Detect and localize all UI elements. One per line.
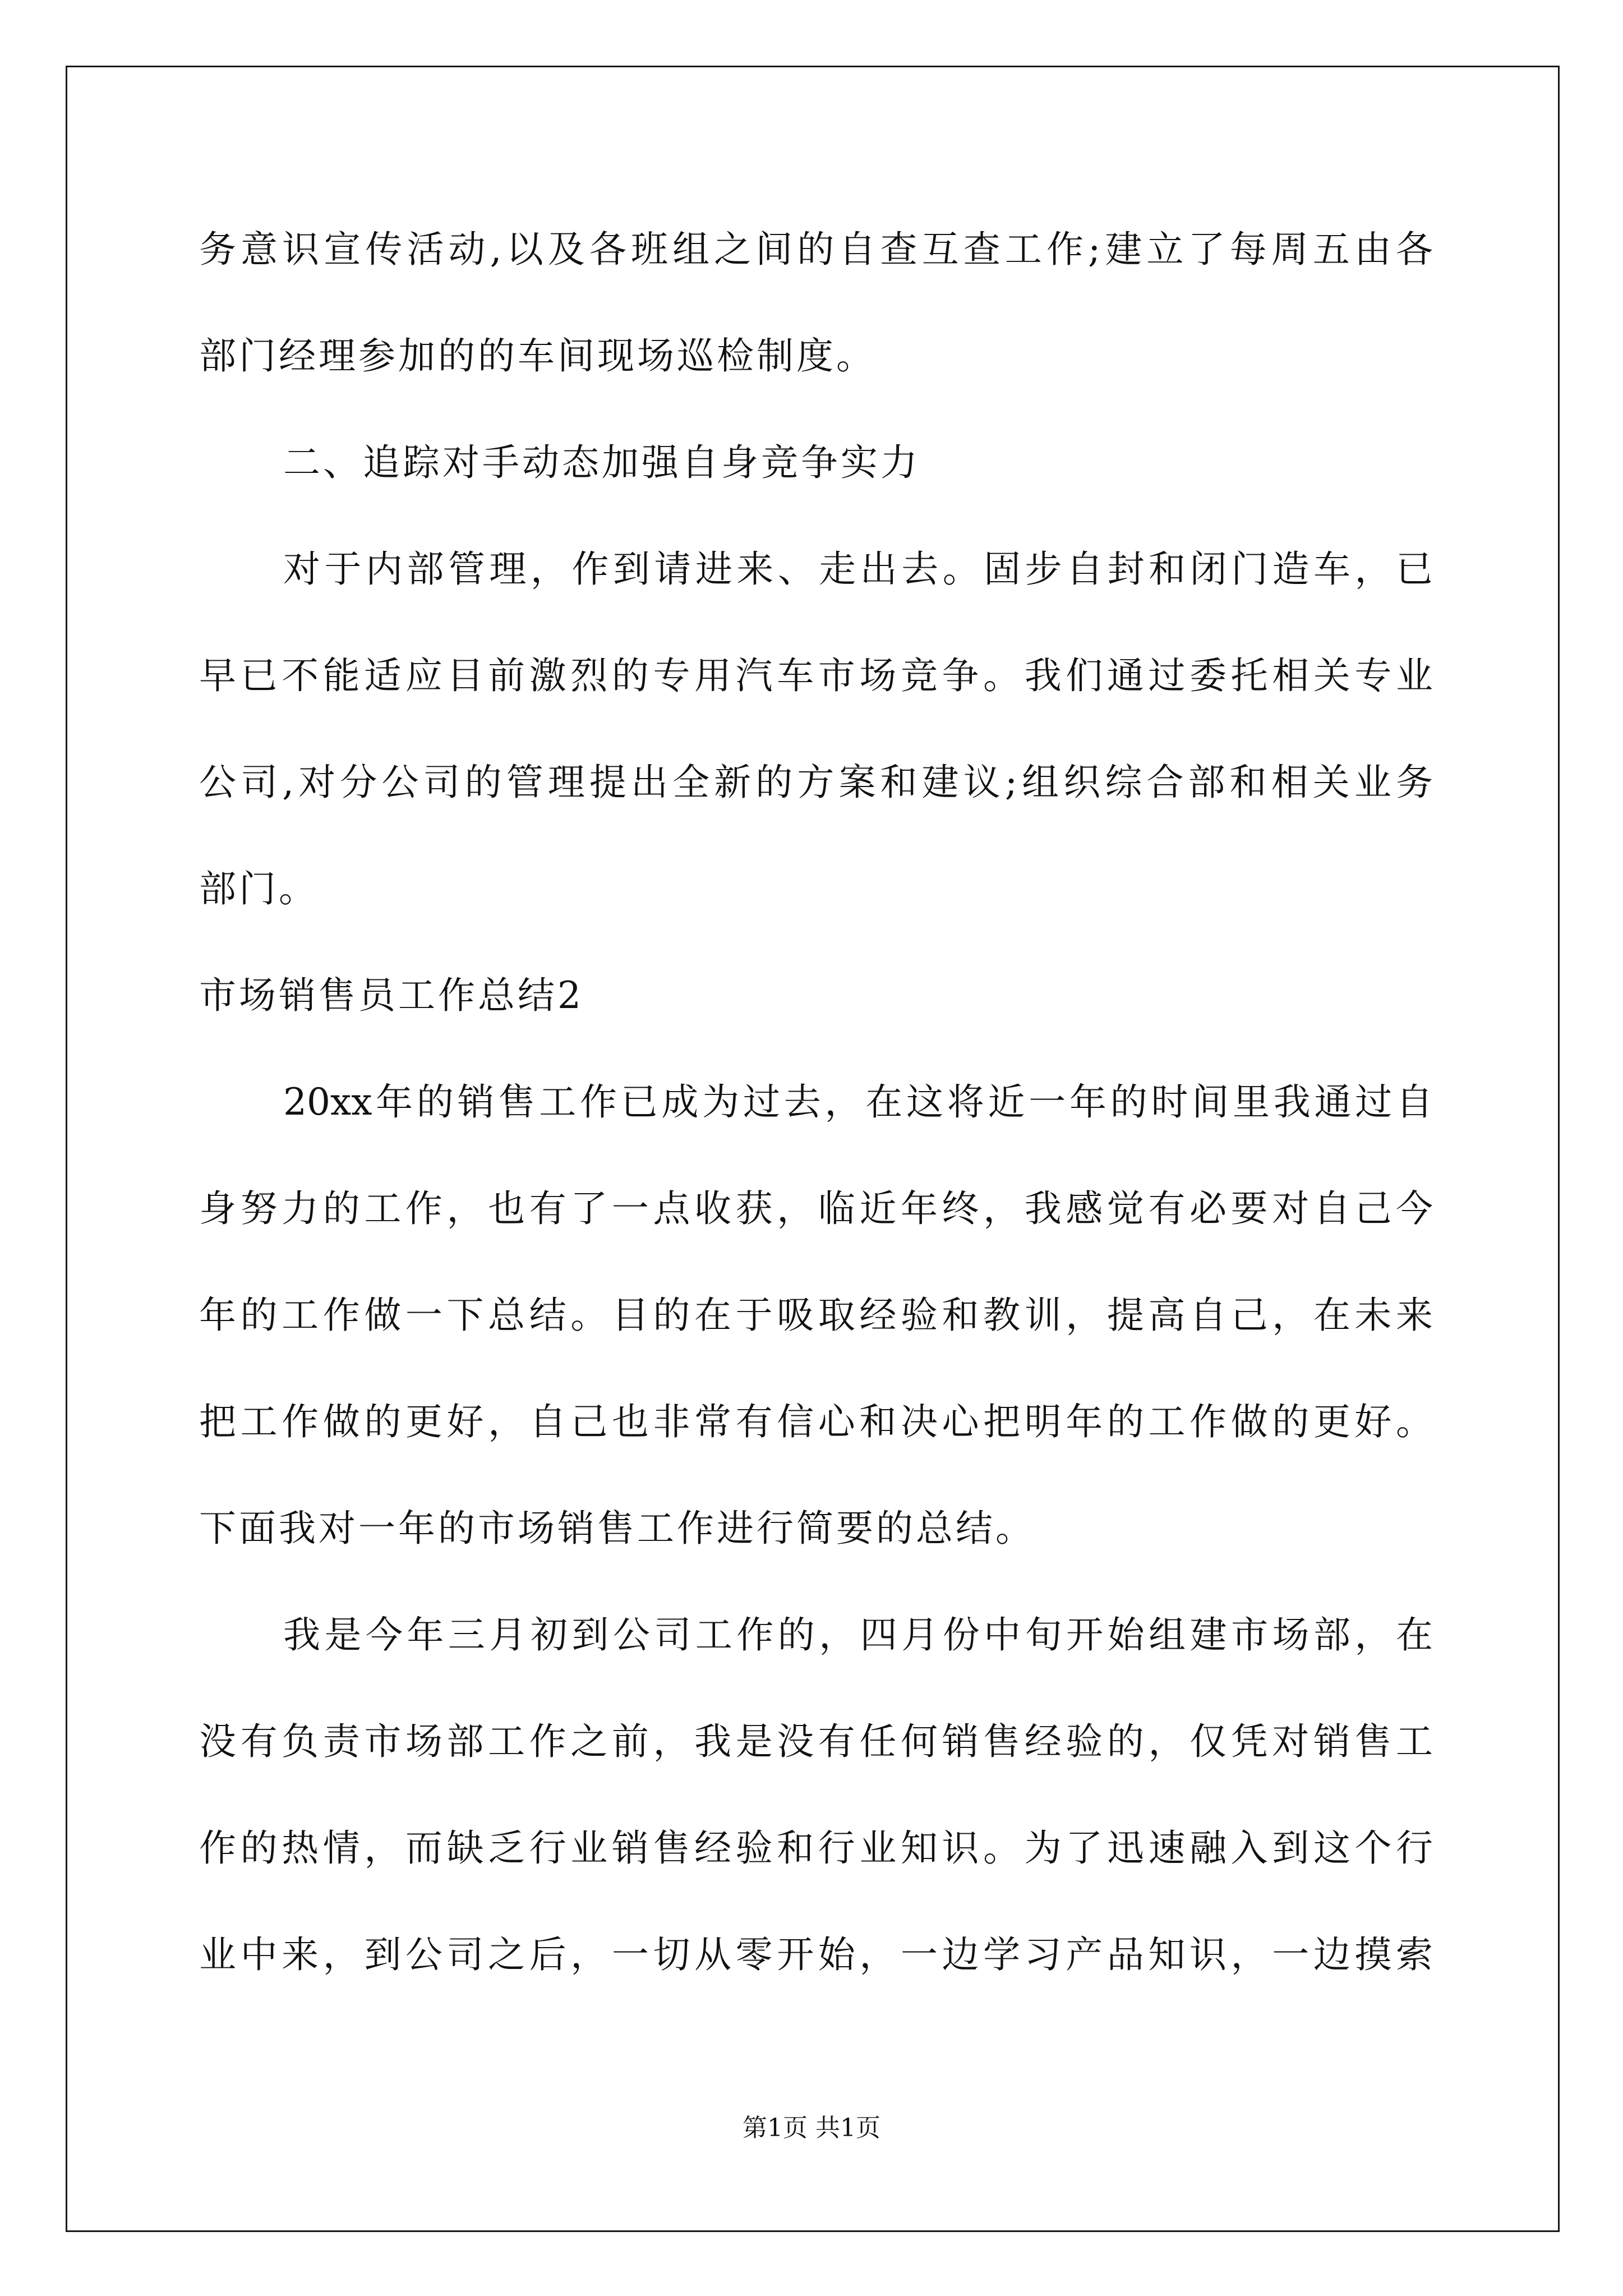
- paragraph-line: 早已不能适应目前激烈的专用汽车市场竞争。我们通过委托相关专业: [199, 654, 1433, 697]
- paragraph-line: 部门经理参加的的车间现场巡检制度。: [199, 334, 876, 378]
- paragraph-line: 把工作做的更好，自己也非常有信心和决心把明年的工作做的更好。: [199, 1400, 1433, 1443]
- paragraph-line: 我是今年三月初到公司工作的，四月份中旬开始组建市场部，在: [283, 1613, 1433, 1657]
- paragraph-line: 务意识宣传活动,以及各班组之间的自查互查工作;建立了每周五由各: [199, 228, 1433, 271]
- document-title: 市场销售员工作总结2: [199, 974, 584, 1017]
- page-border: [66, 66, 1560, 2232]
- paragraph-line: 年的工作做一下总结。目的在于吸取经验和教训，提高自己，在未来: [199, 1294, 1433, 1337]
- paragraph-line: 没有负责市场部工作之前，我是没有任何销售经验的，仅凭对销售工: [199, 1720, 1433, 1763]
- section-heading: 二、追踪对手动态加强自身竞争实力: [283, 441, 920, 484]
- paragraph-line: 对于内部管理，作到请进来、走出去。固步自封和闭门造车，已: [283, 547, 1433, 591]
- paragraph-line: 身努力的工作，也有了一点收获，临近年终，我感觉有必要对自己今: [199, 1187, 1433, 1230]
- paragraph-line: 下面我对一年的市场销售工作进行简要的总结。: [199, 1507, 1035, 1550]
- page-footer: 第1页 共1页: [743, 2114, 880, 2142]
- paragraph-line: 20xx年的销售工作已成为过去，在这将近一年的时间里我通过自: [283, 1080, 1433, 1124]
- paragraph-line: 作的热情，而缺乏行业销售经验和行业知识。为了迅速融入到这个行: [199, 1826, 1433, 1870]
- paragraph-line: 公司,对分公司的管理提出全新的方案和建议;组织综合部和相关业务: [199, 761, 1433, 804]
- paragraph-line: 业中来，到公司之后，一切从零开始，一边学习产品知识，一边摸索: [199, 1933, 1433, 1976]
- paragraph-line: 部门。: [199, 867, 319, 910]
